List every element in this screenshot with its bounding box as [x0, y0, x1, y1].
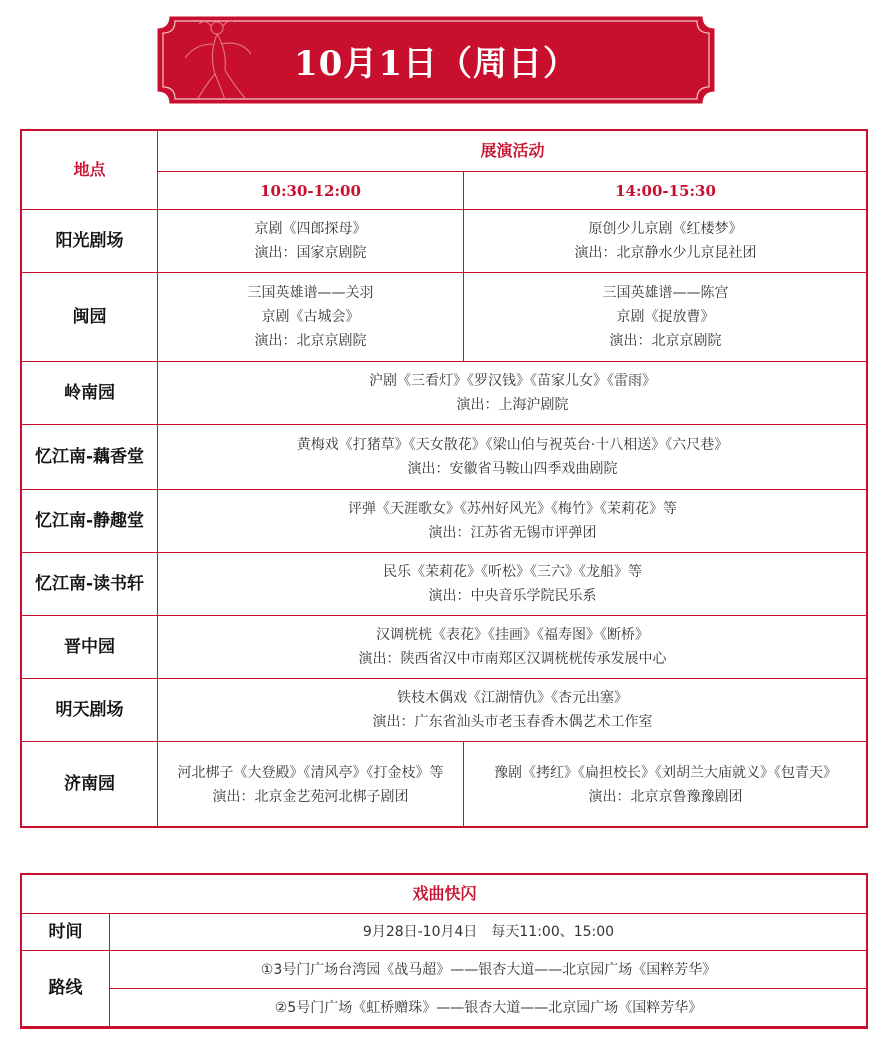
performance-cell — [158, 742, 464, 828]
flash-mob-table — [21, 874, 868, 1027]
performer-line: 演出：广东省汕头市老玉春香木偶艺术工作室 — [372, 714, 653, 730]
performance-cell — [464, 273, 868, 362]
time-label: 时间 — [22, 914, 110, 951]
performer-line: 演出：江苏省无锡市评弹团 — [428, 525, 597, 541]
activity-column-header: 展演活动 — [158, 131, 868, 172]
performer-line: 演出：安徽省马鞍山四季戏曲剧院 — [407, 461, 618, 477]
program-line: 汉调桄桄《表花》《挂画》《福寿图》《断桥》 — [376, 627, 649, 643]
performer-line: 演出：北京京鲁豫豫剧团 — [588, 788, 743, 805]
venue-name: 晋中园 — [22, 616, 158, 679]
performer-line: 演出：国家京剧院 — [254, 245, 367, 261]
route-label: 路线 — [22, 951, 110, 1027]
performance-cell — [158, 362, 868, 425]
program-line: 铁枝木偶戏《江湖情仇》《杏元出塞》 — [397, 690, 628, 706]
performer-line: 演出：北京京剧院 — [609, 333, 722, 349]
table-row — [22, 490, 868, 553]
table-row — [22, 425, 868, 490]
venue-name: 济南园 — [22, 742, 158, 828]
table-row — [22, 742, 868, 828]
performance-cell — [158, 210, 464, 273]
program-line: 京剧《捉放曹》 — [616, 309, 715, 325]
table-row — [22, 553, 868, 616]
performer-line: 演出：北京金艺苑河北梆子剧团 — [212, 788, 409, 805]
title-banner — [155, 14, 717, 106]
venue-column-header: 地点 — [22, 131, 158, 210]
program-line: 原创少儿京剧《红楼梦》 — [588, 221, 743, 237]
table-row — [22, 616, 868, 679]
schedule-table — [21, 130, 868, 828]
table-row — [22, 362, 868, 425]
venue-name: 明天剧场 — [22, 679, 158, 742]
program-line: 京剧《古城会》 — [261, 309, 360, 325]
time-slot-morning: 10:30-12:00 — [158, 172, 464, 210]
program-line: 三国英雄谱——陈宫 — [602, 285, 729, 301]
venue-name: 岭南园 — [22, 362, 158, 425]
performance-cell — [464, 210, 868, 273]
venue-name: 忆江南-静趣堂 — [22, 490, 158, 553]
venue-name: 忆江南-藕香堂 — [22, 425, 158, 490]
performance-cell — [158, 425, 868, 490]
route-item: ①3号门广场台湾园《战马超》——银杏大道——北京园广场《国粹芳华》 — [110, 951, 868, 989]
flash-mob-title: 戏曲快闪 — [22, 875, 868, 914]
program-line: 河北梆子《大登殿》《清风亭》《打金枝》等 — [177, 764, 444, 781]
program-line: 沪剧《三看灯》《罗汉钱》《苗家儿女》《雷雨》 — [369, 373, 656, 389]
table-row — [22, 210, 868, 273]
venue-name: 阳光剧场 — [22, 210, 158, 273]
banner-title: 10月1日（周日） — [294, 43, 578, 84]
time-value: 9月28日-10月4日 每天11:00、15:00 — [110, 914, 868, 951]
performer-line: 演出：北京静水少儿京昆社团 — [574, 245, 757, 261]
performer-line: 演出：中央音乐学院民乐系 — [428, 588, 597, 604]
table-row — [22, 679, 868, 742]
performance-cell — [158, 553, 868, 616]
program-line: 民乐《茉莉花》《听松》《三六》《龙船》等 — [383, 564, 642, 580]
table-row — [22, 273, 868, 362]
route-item: ②5号门广场《虹桥赠珠》——银杏大道——北京园广场《国粹芳华》 — [110, 989, 868, 1027]
program-line: 豫剧《拷红》《扁担校长》《刘胡兰大庙就义》《包青天》 — [494, 764, 837, 781]
program-line: 评弹《天涯歌女》《苏州好风光》《梅竹》《茉莉花》等 — [348, 501, 677, 517]
performer-line: 演出：上海沪剧院 — [456, 397, 569, 413]
performance-cell — [158, 273, 464, 362]
performance-cell — [158, 490, 868, 553]
program-line: 黄梅戏《打猪草》《天女散花》《梁山伯与祝英台·十八相送》《六尺巷》 — [296, 437, 729, 453]
time-slot-afternoon: 14:00-15:30 — [464, 172, 868, 210]
venue-name: 忆江南-读书轩 — [22, 553, 158, 616]
performance-cell — [464, 742, 868, 828]
program-line: 三国英雄谱——关羽 — [247, 285, 374, 301]
program-line: 京剧《四郎探母》 — [254, 221, 367, 237]
venue-name: 闽园 — [22, 273, 158, 362]
performer-line: 演出：陕西省汉中市南郑区汉调桄桄传承发展中心 — [358, 651, 667, 667]
performance-cell — [158, 616, 868, 679]
performer-line: 演出：北京京剧院 — [254, 333, 367, 349]
performance-cell — [158, 679, 868, 742]
